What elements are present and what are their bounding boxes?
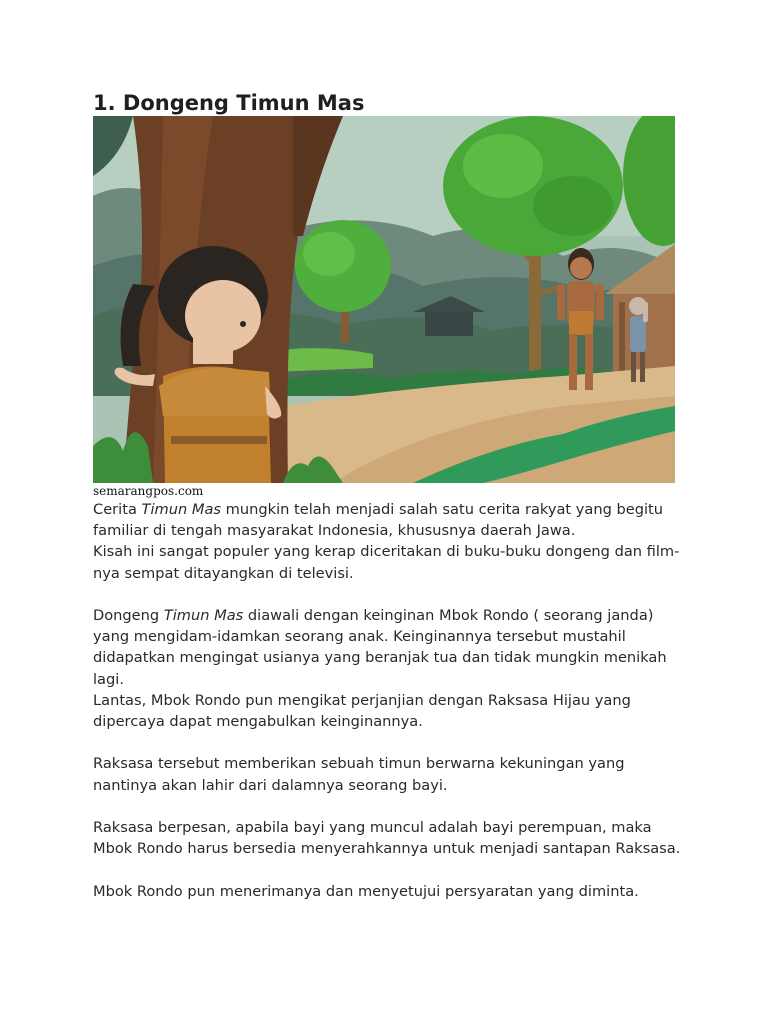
article-title: 1. Dongeng Timun Mas [93, 91, 365, 115]
paragraph-popularity: Kisah ini sangat populer yang kerap diceritakan di buku-buku dongeng dan film-nya sempat ditayangkan di televisi. [93, 543, 680, 582]
paragraph-beginning: Dongeng Timun Mas diawali dengan keinginan Mbok Rondo ( seorang janda) yang mengidam-idamkan seorang anak. Keinginannya tersebut mustahil didapatkan mengingat usianya yang beranjak tua dan tidak mungkin menikah lagi. [93, 607, 667, 688]
paragraph-condition: Raksasa berpesan, apabila bayi yang muncul adalah bayi perempuan, maka Mbok Rondo harus bersedia menyerahkannya untuk menjadi santapan Raksasa. [93, 819, 681, 858]
image-credit: semarangpos.com [93, 484, 204, 498]
story-illustration [93, 116, 675, 483]
paragraph-acceptance: Mbok Rondo pun menerimanya dan menyetujui persyaratan yang diminta. [93, 882, 639, 900]
paragraph-cucumber: Raksasa tersebut memberikan sebuah timun berwarna kekuningan yang nantinya akan lahir dari dalamnya seorang bayi. [93, 755, 625, 794]
paragraph-agreement: Lantas, Mbok Rondo pun mengikat perjanjian dengan Raksasa Hijau yang dipercaya dapat mengabulkan keinginannya. [93, 691, 631, 731]
article-body [93, 499, 683, 902]
paragraph-intro: Cerita Timun Mas mungkin telah menjadi salah satu cerita rakyat yang begitu familiar di tengah masyarakat Indonesia, khususnya daerah Jawa. [93, 501, 664, 540]
